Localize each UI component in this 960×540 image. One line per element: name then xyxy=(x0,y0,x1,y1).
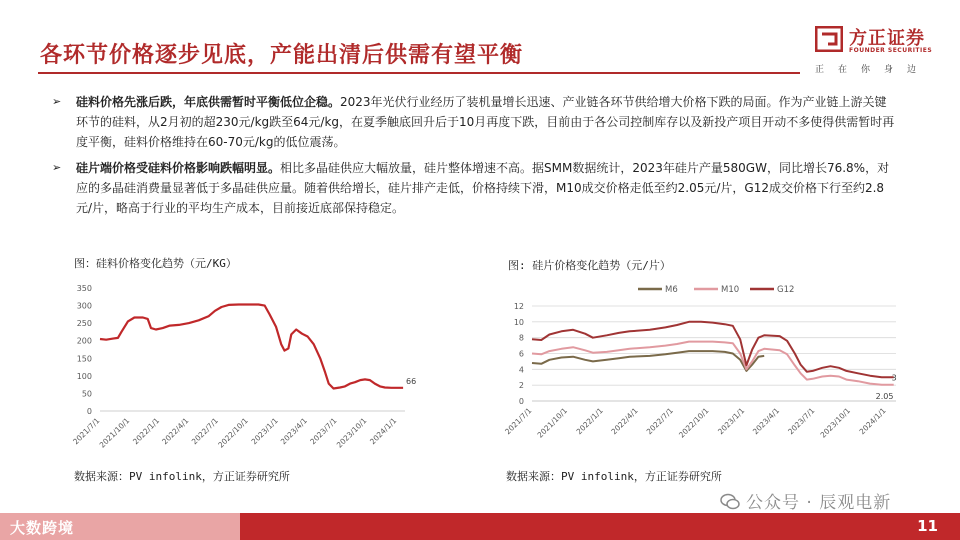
y-tick-label: 6 xyxy=(518,349,524,359)
arrow-bullet-icon: ➢ xyxy=(52,161,62,174)
page-title: 各环节价格逐步见底，产能出清后供需有望平衡 xyxy=(40,42,524,68)
legend-label: G12 xyxy=(777,285,795,295)
y-tick-label: 2 xyxy=(518,381,524,391)
bullet-polysilicon xyxy=(52,92,912,152)
bullet-body: 相比多晶硅供应大幅放量，硅片整体增速不高。据SMM数据统计，2023年硅片产量580GW，同比增长76.8%，对应的多晶硅消费量显著低于多晶硅供应量。随着供给增长，硅片排产走低，价格持续下滑，M10成交价格走低至约2.05元/片，G12成交价格下行至约2.8元/片，略高于行业的平均生产成本，目前接近底部保持稳定。 xyxy=(76,161,890,215)
x-tick-label: 2021/10/1 xyxy=(97,416,132,450)
x-tick-label: 2021/7/1 xyxy=(503,406,534,437)
x-tick-label: 2023/4/1 xyxy=(750,406,782,437)
y-tick-label: 10 xyxy=(513,317,524,327)
legend-label: M6 xyxy=(665,285,678,295)
y-tick-label: 100 xyxy=(76,371,92,381)
x-tick-label: 2023/7/1 xyxy=(308,416,339,447)
x-tick-label: 2023/10/1 xyxy=(334,416,369,450)
y-tick-label: 250 xyxy=(76,319,92,329)
x-tick-label: 2021/7/1 xyxy=(71,416,102,447)
x-tick-label: 2022/4/1 xyxy=(160,416,191,447)
watermark-wechat-text: 公众号 · 辰观电新 xyxy=(746,493,892,513)
x-tick-label: 2023/4/1 xyxy=(278,416,309,447)
x-tick-label: 2024/1/1 xyxy=(857,406,888,437)
bullet-wafer xyxy=(52,158,912,218)
logo-cn-text: 方正证券 xyxy=(849,28,925,49)
data-label: 66 xyxy=(406,376,417,386)
wechat-icon xyxy=(720,493,740,511)
x-tick-label: 2023/1/1 xyxy=(716,406,747,437)
y-tick-label: 50 xyxy=(81,389,92,399)
logo-en-text: FOUNDER SECURITIES xyxy=(849,47,933,54)
y-tick-label: 200 xyxy=(76,336,92,346)
x-tick-label: 2022/10/1 xyxy=(677,406,711,440)
right-chart-caption: 图: 硅片价格变化趋势（元/片） xyxy=(508,259,671,272)
x-tick-label: 2022/7/1 xyxy=(644,406,675,437)
y-tick-label: 8 xyxy=(518,333,524,343)
footer-right-block xyxy=(240,513,960,540)
x-tick-label: 2023/7/1 xyxy=(786,406,817,437)
y-tick-label: 350 xyxy=(76,284,92,293)
data-label: 3 xyxy=(891,373,897,383)
x-tick-label: 2022/10/1 xyxy=(216,416,250,450)
slogan: 正在你身边 xyxy=(815,65,931,75)
y-tick-label: 12 xyxy=(513,302,524,311)
data-label: 2.05 xyxy=(875,391,894,401)
bullet-lead: 硅片端价格受硅料价格影响跌幅明显。 xyxy=(76,161,281,175)
title-divider xyxy=(38,72,800,74)
x-tick-label: 2023/1/1 xyxy=(249,416,280,447)
arrow-bullet-icon: ➢ xyxy=(52,95,62,108)
series-line-m6 xyxy=(532,351,764,371)
wafer-price-chart xyxy=(496,278,906,463)
polysilicon-price-chart xyxy=(60,278,420,463)
x-tick-label: 2022/1/1 xyxy=(130,416,162,447)
x-tick-label: 2022/4/1 xyxy=(609,406,640,437)
footer-band xyxy=(0,513,960,540)
left-chart-caption: 图：硅料价格变化趋势（元/KG） xyxy=(74,257,237,270)
y-tick-label: 150 xyxy=(76,354,92,364)
series-line-m10 xyxy=(532,342,894,385)
legend-label: M10 xyxy=(721,285,740,295)
y-tick-label: 4 xyxy=(518,365,524,375)
watermark-wechat xyxy=(720,488,891,513)
bullet-text xyxy=(76,92,896,152)
series-line-s0 xyxy=(100,305,403,389)
left-chart-source: 数据来源：PV infolink，方正证券研究所 xyxy=(74,470,290,483)
right-chart-source: 数据来源：PV infolink，方正证券研究所 xyxy=(506,470,722,483)
y-tick-label: 0 xyxy=(86,407,92,416)
x-tick-label: 2021/10/1 xyxy=(535,406,570,440)
watermark-left: 大数跨境 xyxy=(10,519,75,537)
x-tick-label: 2022/1/1 xyxy=(574,406,605,437)
bullet-body: 2023年光伏行业经历了装机量增长迅速、产业链各环节供给增大价格下跌的局面。作为产业链上游关键环节的硅料，从2月初的超230元/kg跌至64元/kg，在夏季触底回升后于10月再度下跌，目前由于各公司控制库存以及新投产项目开动不多使得供需暂时再度平衡，硅料价格维持在60-70元/kg的低位震荡。 xyxy=(76,95,895,149)
y-tick-label: 300 xyxy=(76,301,92,311)
x-tick-label: 2024/1/1 xyxy=(368,416,399,447)
page-number: 11 xyxy=(917,517,938,535)
x-tick-label: 2023/10/1 xyxy=(818,406,853,440)
x-tick-label: 2022/7/1 xyxy=(189,416,220,447)
y-tick-label: 0 xyxy=(518,397,524,406)
footer-left-block xyxy=(0,513,240,540)
founder-logo-icon xyxy=(815,26,843,52)
bullet-lead: 硅料价格先涨后跌，年底供需暂时平衡低位企稳。 xyxy=(76,95,341,109)
bullet-text xyxy=(76,158,896,218)
